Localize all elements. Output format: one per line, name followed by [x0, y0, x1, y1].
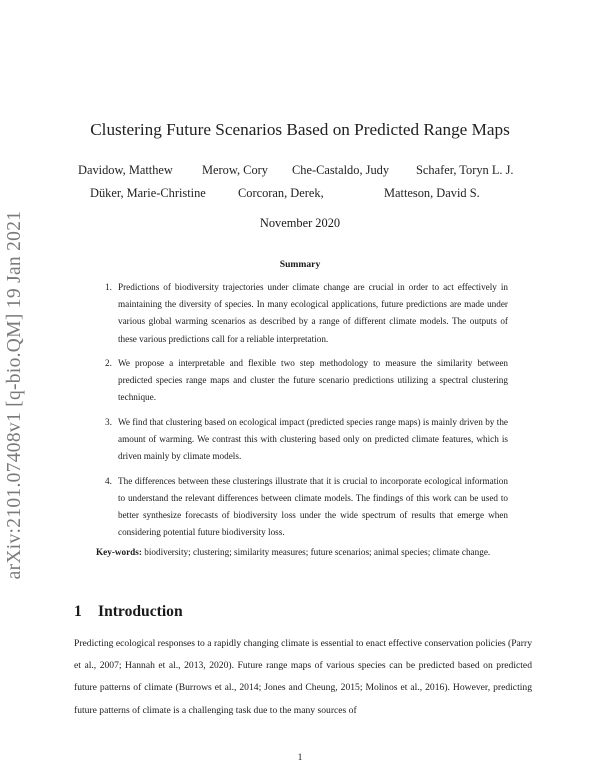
summary-item: [106, 279, 508, 348]
summary-list: [106, 279, 508, 549]
author-name: Schafer, Toryn L. J.: [416, 163, 514, 177]
page-number: 1: [297, 752, 303, 763]
section-title: Introduction: [98, 603, 183, 620]
keywords-text: biodiversity; clustering; similarity measures; future scenarios; animal species; climate change.: [144, 547, 491, 557]
author-name: Davidow, Matthew: [78, 163, 173, 177]
section-number: 1: [74, 603, 82, 620]
summary-item: [106, 414, 508, 466]
summary-heading: Summary: [279, 259, 321, 270]
author-name: Merow, Cory: [202, 163, 268, 177]
author-name: Corcoran, Derek,: [238, 186, 324, 200]
summary-item-number: 1.: [105, 282, 112, 292]
summary-item-number: 4.: [105, 475, 112, 486]
author-name: Düker, Marie-Christine: [90, 186, 206, 200]
introduction-paragraph: Predicting ecological responses to a rapidly changing climate is essential to enact effective conservation policies (Parry et al., 2007; Hannah et al., 2013, 2020). Future range maps of various species can be predicted based on predicted future patterns of climate (Burrows et al., 2014; Jones and Cheung, 2015; Molinos et al., 2016). However, predicting future patterns of climate is a challenging task due to the many sources of: [74, 638, 532, 716]
summary-item-text: We find that clustering based on ecological impact (predicted species range maps) is mainly driven by the amount of warming. We contrast this with clustering based only on predicted climate features, which is driven mainly by climate models.: [118, 416, 508, 462]
summary-item: [106, 355, 508, 407]
author-name: Che-Castaldo, Judy: [292, 163, 390, 177]
paper-title: Clustering Future Scenarios Based on Predicted Range Maps: [90, 120, 510, 139]
keywords-label: Key-words:: [96, 547, 142, 557]
author-name: Matteson, David S.: [384, 186, 480, 200]
arxiv-identifier: arXiv:2101.07408v1 [q-bio.QM] 19 Jan 2021: [4, 210, 25, 580]
summary-item-text: The differences between these clusterings illustrate that it is crucial to incorporate ecological information to understand the relevant differences between climate models. The findings of this work can be used to better synthesize forecasts of biodiversity loss under the wide spectrum of results that emerge when considering potential future biodiversity loss.: [118, 475, 508, 538]
paper-date: November 2020: [259, 216, 341, 230]
summary-item-number: 2.: [105, 358, 112, 368]
keywords: [96, 544, 508, 561]
section-heading: [74, 603, 183, 621]
summary-item-text: Predictions of biodiversity trajectories under climate change are crucial in order to act effectively in maintaining the diversity of species. In many ecological applications, future predictions are made under various global warming scenarios as described by a range of different climate models. The outputs of these various predictions call for a reliable interpretation.: [118, 282, 508, 344]
summary-item-text: We propose a interpretable and flexible two step methodology to measure the similarity between predicted species range maps and cluster the future scenario predictions utilizing a spectral clustering technique.: [118, 358, 508, 403]
summary-item: [106, 473, 508, 542]
summary-item-number: 3.: [105, 416, 112, 427]
